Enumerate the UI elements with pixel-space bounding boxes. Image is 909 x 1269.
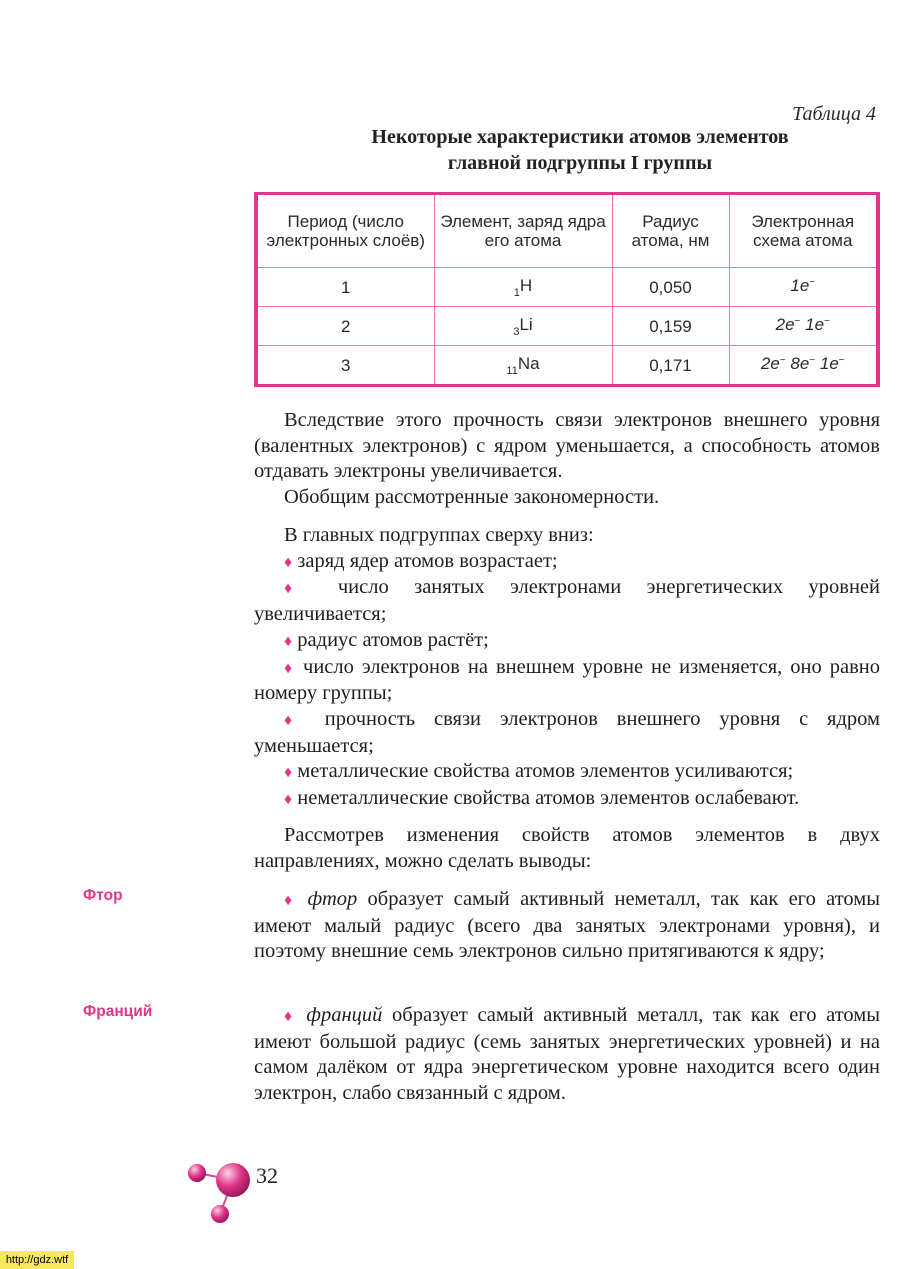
scheme-term: 1e <box>805 315 825 334</box>
bullet-icon: ♦ <box>284 1008 297 1025</box>
paragraph-fluorine <box>254 887 880 965</box>
molecule-decoration-icon <box>180 1150 260 1230</box>
bullet-icon: ♦ <box>284 659 296 677</box>
table-caption: Таблица 4 <box>792 103 876 125</box>
bullet-icon: ♦ <box>284 791 293 809</box>
paragraph-consequence: Вследствие этого прочность связи электронов внешнего уровня (валентных электронов) с ядром уменьшается, а способность атомов отдавать электроны увеличивается. <box>254 409 880 483</box>
table-row <box>256 346 878 386</box>
list-item-text: прочность связи электронов внешнего уровня с ядром уменьшается; <box>254 707 880 757</box>
scheme-cell <box>729 307 878 346</box>
list-item <box>254 786 880 813</box>
radius-cell: 0,050 <box>612 268 729 307</box>
element-symbol: Na <box>517 354 540 373</box>
list-item <box>254 628 880 655</box>
table-row <box>256 307 878 346</box>
table-title <box>300 124 860 176</box>
list-intro: В главных подгруппах сверху вниз: <box>284 524 594 546</box>
paragraph-summary: Обобщим рассмотренные закономерности. <box>284 486 660 508</box>
list-item-text: число электронов на внешнем уровне не изменяется, оно равно номеру группы; <box>254 655 881 705</box>
bullet-icon: ♦ <box>284 711 306 729</box>
margin-note-francium: Франций <box>83 1003 153 1020</box>
charge-sign: − <box>809 355 816 366</box>
page-number: 32 <box>256 1163 278 1188</box>
term-francium: франций <box>306 1004 383 1026</box>
header-period: Период (число электронных слоёв) <box>256 194 434 268</box>
margin-note-fluorine: Фтор <box>83 887 123 904</box>
charge-sign: − <box>824 316 830 327</box>
bullet-icon: ♦ <box>284 892 298 909</box>
scheme-cell <box>729 268 878 307</box>
radius-cell: 0,159 <box>612 307 729 346</box>
francium-text: образует самый активный металл, так как его атомы имеют большой радиус (семь занятых энергетических уровней) и на самом далёком от ядра энергетическом уровне находится всего один электрон, слабо связанный с ядром. <box>254 1004 880 1105</box>
scheme-term: 2e <box>775 315 795 334</box>
header-element: Элемент, заряд ядра его атома <box>434 194 612 268</box>
period-cell: 1 <box>256 268 434 307</box>
scheme-term: 2e <box>760 354 780 373</box>
list-item-text: радиус атомов растёт; <box>297 628 489 651</box>
bullet-icon: ♦ <box>284 580 313 598</box>
term-fluorine: фтор <box>307 888 358 910</box>
element-cell <box>434 346 612 386</box>
list-item <box>254 549 880 576</box>
list-item-text: заряд ядер атомов возрастает; <box>297 549 558 572</box>
charge-sign: − <box>838 355 845 366</box>
bullet-icon: ♦ <box>284 764 293 782</box>
nuclear-charge: 3 <box>513 326 520 338</box>
source-link[interactable]: http://gdz.wtf <box>0 1251 74 1269</box>
nuclear-charge: 11 <box>506 365 518 377</box>
bullet-icon: ♦ <box>284 553 293 571</box>
trends-list <box>254 523 880 813</box>
period-cell: 2 <box>256 307 434 346</box>
charge-sign: − <box>809 277 816 288</box>
scheme-term: 1e <box>790 276 810 295</box>
table-title-line-2: главной подгруппы I группы <box>447 152 713 174</box>
list-item <box>254 575 880 627</box>
nuclear-charge: 1 <box>513 287 520 299</box>
list-item-text: неметаллические свойства атомов элементов ослабевают. <box>297 787 800 810</box>
fluorine-text: образует самый активный неметалл, так как его атомы имеют малый радиус (всего два занятых электронами уровня), и поэтому внешние семь электронов сильно притягиваются к ядру; <box>254 888 880 963</box>
list-item-text: число занятых электронами энергетических уровней увеличивается; <box>254 576 880 626</box>
element-cell <box>434 307 612 346</box>
scheme-term: 1e <box>819 354 839 373</box>
elements-table <box>254 192 880 387</box>
list-item <box>254 655 880 707</box>
header-radius: Радиус атома, нм <box>612 194 729 268</box>
list-item <box>254 707 880 759</box>
charge-sign: − <box>779 355 786 366</box>
paragraph-conclusions: Рассмотрев изменения свойств атомов элементов в двух направлениях, можно сделать выводы: <box>254 824 880 872</box>
element-symbol: H <box>519 276 533 295</box>
period-cell: 3 <box>256 346 434 386</box>
list-item <box>254 759 880 786</box>
element-cell <box>434 268 612 307</box>
element-symbol: Li <box>519 315 533 334</box>
bullet-icon: ♦ <box>284 632 293 650</box>
table-row <box>256 268 878 307</box>
scheme-term: 8e <box>790 354 810 373</box>
list-item-text: металлические свойства атомов элементов усиливаются; <box>297 760 794 783</box>
table-title-line-1: Некоторые характеристики атомов элементов <box>371 126 789 148</box>
radius-cell: 0,171 <box>612 346 729 386</box>
table-header-row <box>256 194 878 268</box>
paragraph-francium <box>254 1003 880 1107</box>
charge-sign: − <box>794 316 801 327</box>
scheme-cell <box>729 346 878 386</box>
header-scheme: Электронная схема атома <box>729 194 878 268</box>
